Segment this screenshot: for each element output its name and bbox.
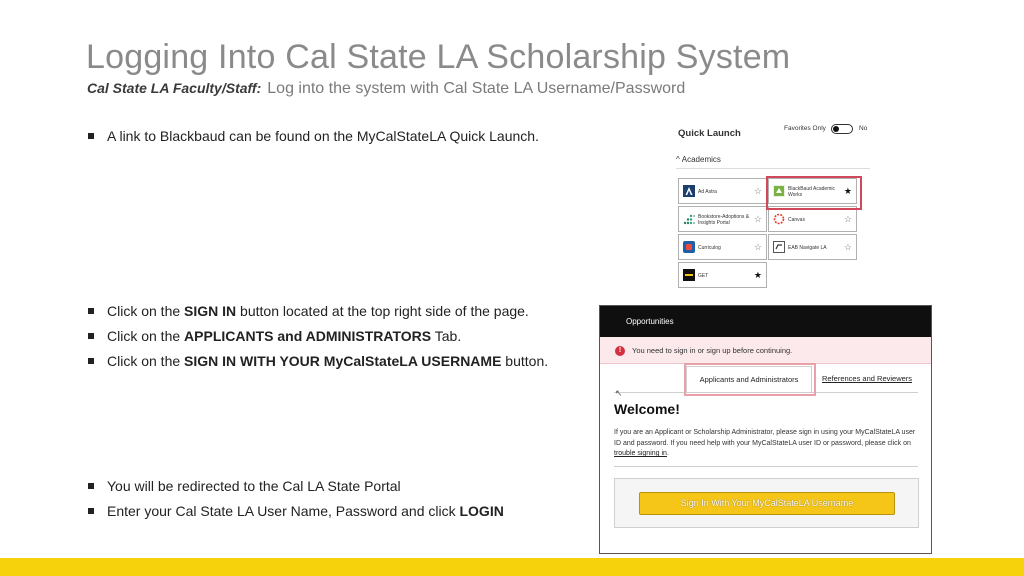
blackbaud-highlight-box <box>766 176 862 210</box>
top-navbar <box>600 306 931 337</box>
ad-astra-icon <box>683 185 695 197</box>
trouble-signing-in-link[interactable]: trouble signing in <box>614 450 667 457</box>
bullet-item: Enter your Cal State LA User Name, Password and click LOGIN <box>88 502 504 527</box>
favorites-no-label: No <box>859 125 868 132</box>
square-bullet-icon <box>88 508 94 514</box>
square-bullet-icon <box>88 358 94 364</box>
quick-launch-title: Quick Launch <box>678 128 741 139</box>
square-bullet-icon <box>88 483 94 489</box>
star-outline-icon[interactable]: ☆ <box>753 186 762 196</box>
slide-subtitle <box>87 80 685 98</box>
welcome-heading: Welcome! <box>614 401 680 417</box>
subtitle-text: Log into the system with Cal State LA Username/Password <box>267 80 686 97</box>
star-outline-icon[interactable]: ☆ <box>753 242 762 252</box>
academics-section-header[interactable]: ^ Academics <box>676 155 870 169</box>
tile-blackbaud[interactable]: BlackBaud Academic Works ★ <box>768 178 857 204</box>
square-bullet-icon <box>88 308 94 314</box>
applicants-tab-highlight <box>684 363 816 396</box>
tile-ad-astra[interactable]: Ad Astra ☆ <box>678 178 767 204</box>
subtitle-lead: Cal State LA Faculty/Staff: <box>87 80 262 96</box>
slide-title: Logging Into Cal State LA Scholarship System <box>86 38 791 76</box>
tab-references-reviewers[interactable]: References and Reviewers <box>822 374 913 383</box>
bullet-item: Click on the APPLICANTS and ADMINISTRATORS Tab. <box>88 327 548 352</box>
welcome-text: If you are an Applicant or Scholarship Administrator, please sign in using your MyCalStateLA user ID and password. If you need help with your MyCalStateLA user ID or password, please click on trouble signing in. <box>614 429 916 457</box>
favorites-only-label: Favorites Only <box>784 125 826 132</box>
signin-mycalstatela-button[interactable]: Sign In With Your MyCalStateLA Username <box>639 492 895 515</box>
chevron-up-icon: ^ <box>676 155 680 164</box>
curriculog-icon <box>683 241 695 253</box>
opportunities-link[interactable]: Opportunities <box>626 317 674 326</box>
star-outline-icon[interactable]: ☆ <box>843 214 852 224</box>
star-outline-icon[interactable]: ☆ <box>843 242 852 252</box>
bullet-item: Click on the SIGN IN WITH YOUR MyCalStateLA USERNAME button. <box>88 352 548 377</box>
tab-applicants-administrators[interactable]: Applicants and Administrators <box>686 366 812 392</box>
bullet-item: You will be redirected to the Cal LA State Portal <box>88 477 504 502</box>
favorites-toggle[interactable] <box>831 124 853 134</box>
footer-accent-bar <box>0 558 1024 576</box>
star-filled-icon[interactable]: ★ <box>753 270 762 280</box>
tile-eab-navigate[interactable]: EAB Navigate LA ☆ <box>768 234 857 260</box>
alert-text: You need to sign in or sign up before continuing. <box>632 346 793 355</box>
bullet-list-portal <box>88 477 504 527</box>
alert-icon: ! <box>615 346 625 356</box>
signin-page-screenshot <box>599 305 932 554</box>
toggle-knob <box>833 126 839 132</box>
bullet-list-sign-in <box>88 302 548 377</box>
tile-curriculog[interactable]: Curriculog ☆ <box>678 234 767 260</box>
tile-canvas[interactable]: Canvas ☆ <box>768 206 857 232</box>
get-icon <box>683 269 695 281</box>
bullet-item: A link to Blackbaud can be found on the MyCalStateLA Quick Launch. <box>88 127 539 152</box>
square-bullet-icon <box>88 333 94 339</box>
bullet-item: Click on the SIGN IN button located at the top right side of the page. <box>88 302 548 327</box>
square-bullet-icon <box>88 133 94 139</box>
star-filled-icon[interactable]: ★ <box>843 186 852 196</box>
canvas-icon <box>773 213 785 225</box>
bullet-list-quick-launch <box>88 127 539 152</box>
eab-icon <box>773 241 785 253</box>
star-outline-icon[interactable]: ☆ <box>753 214 762 224</box>
bookstore-icon <box>683 213 695 225</box>
mouse-cursor-icon: ↖ <box>615 388 623 398</box>
signin-button-container <box>614 478 919 528</box>
welcome-divider <box>614 466 918 467</box>
tile-get[interactable]: GET ★ <box>678 262 767 288</box>
signin-alert <box>600 337 931 364</box>
tile-bookstore[interactable]: Bookstore-Adoptions & Insights Portal ☆ <box>678 206 767 232</box>
